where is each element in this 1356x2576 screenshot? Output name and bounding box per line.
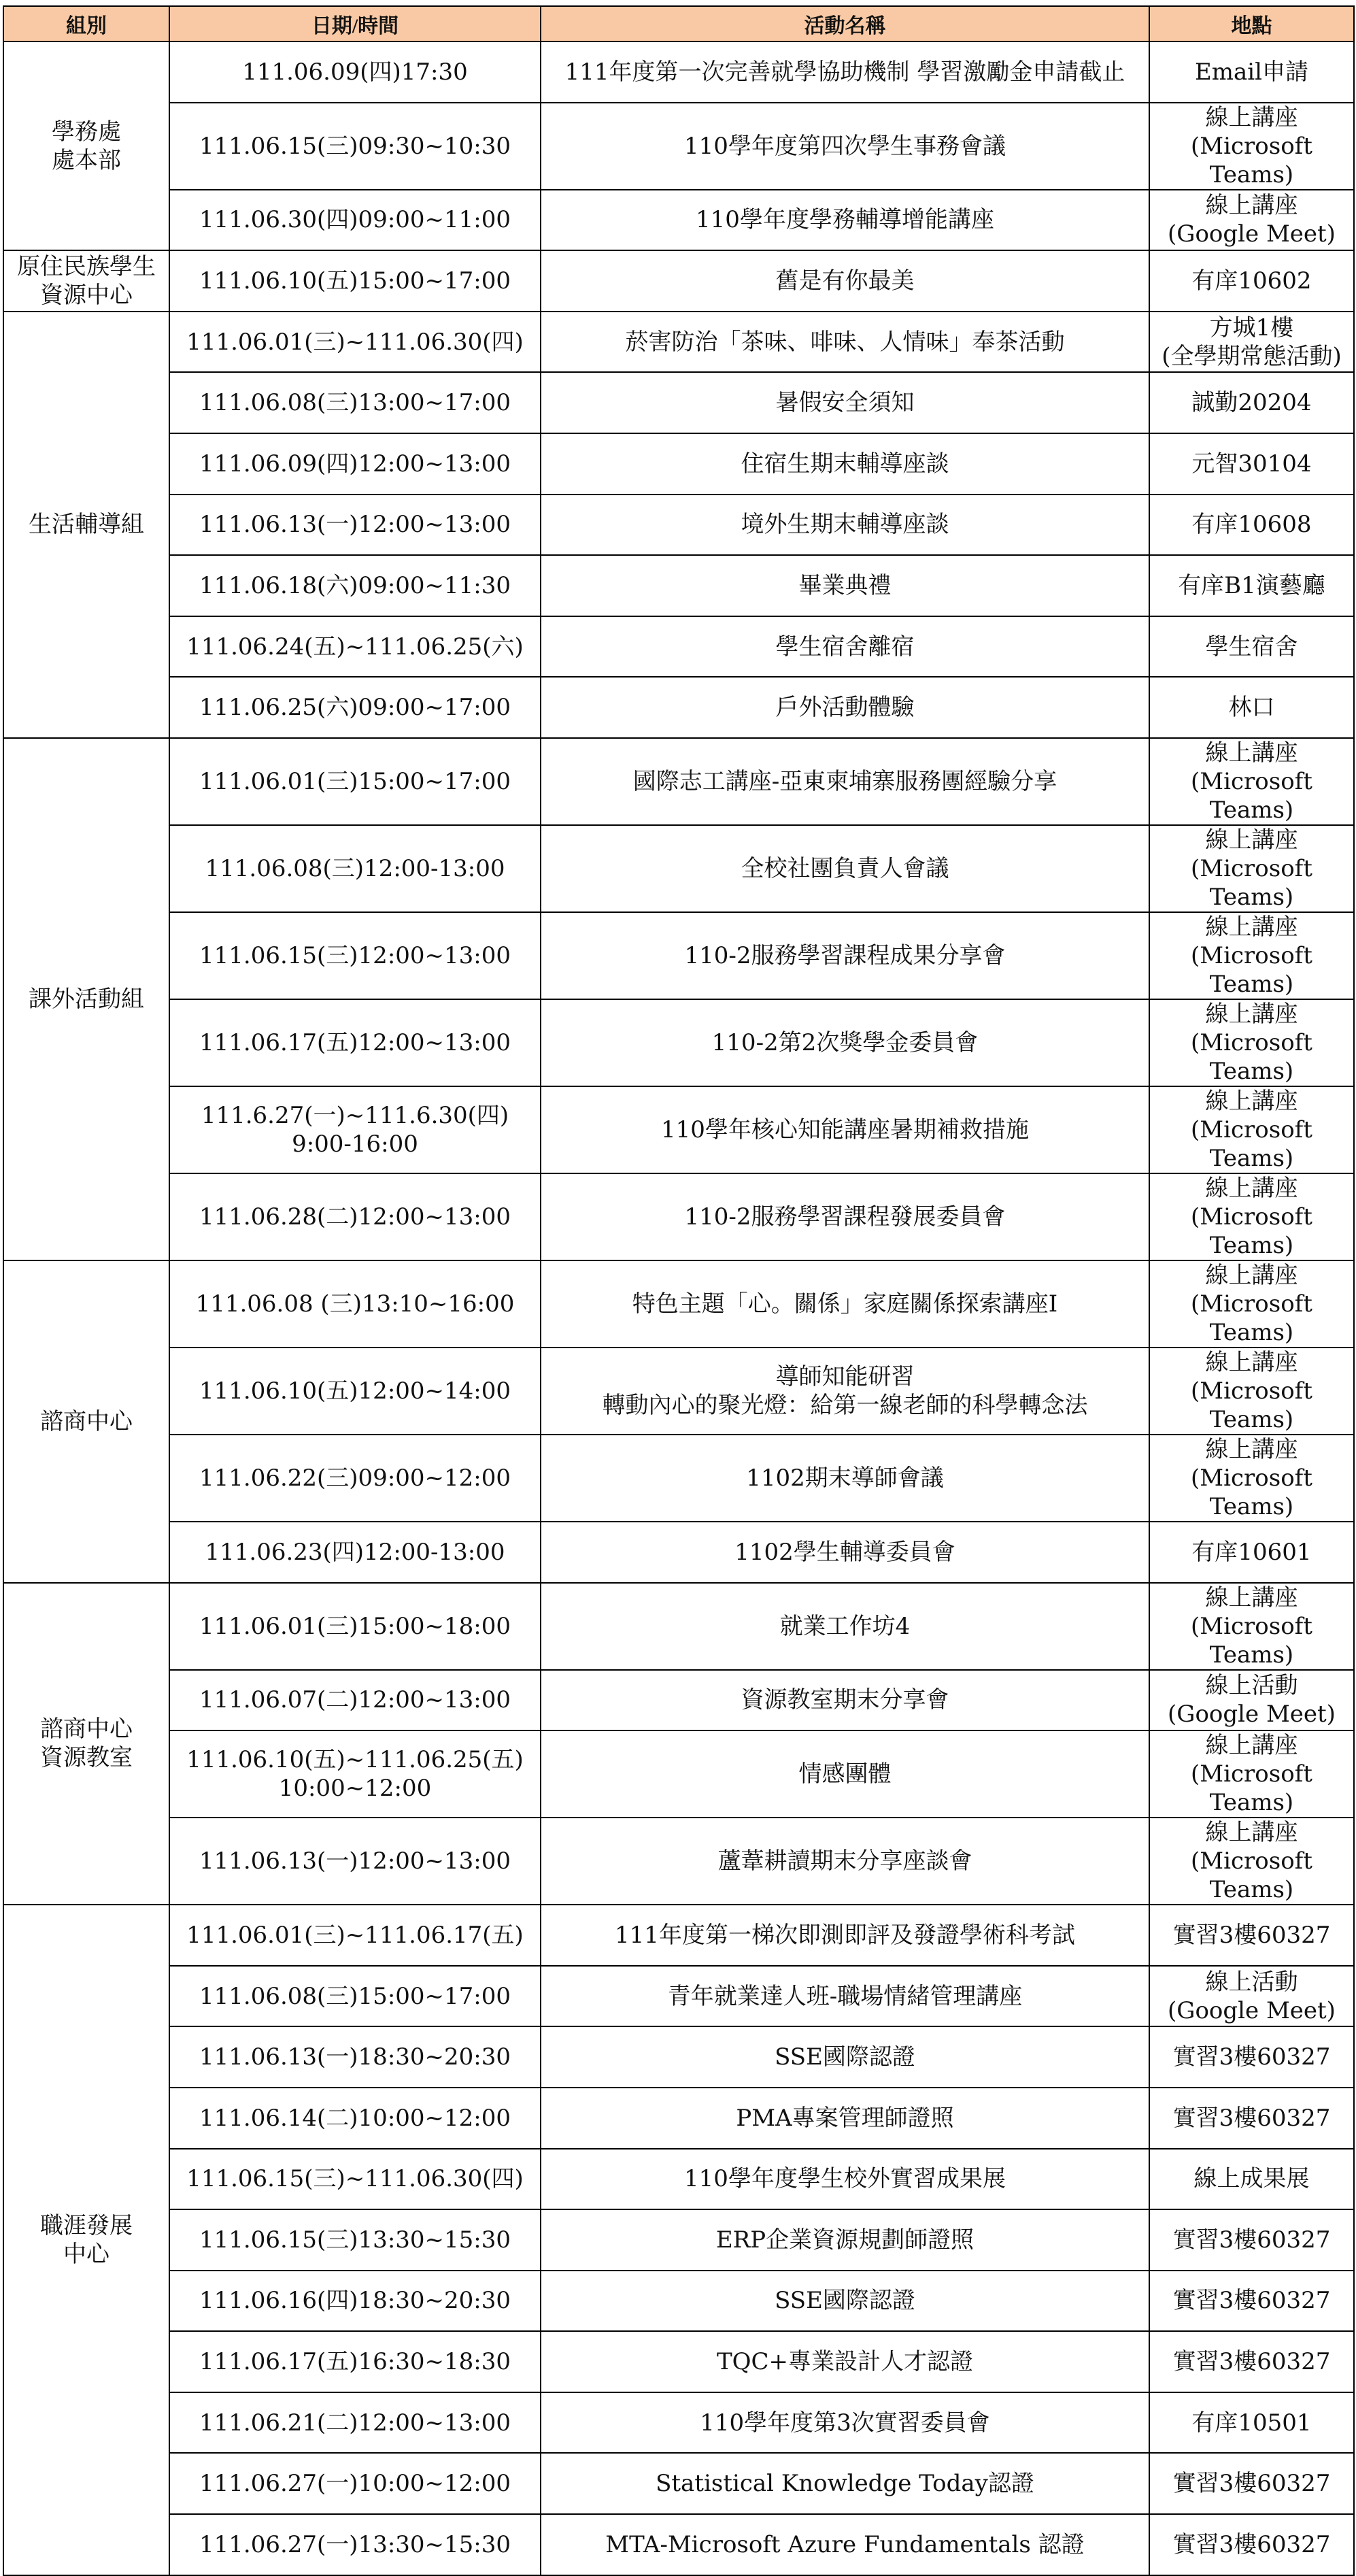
datetime-cell: 111.06.24(五)~111.06.25(六) [169, 616, 541, 678]
activity-cell: 情感團體 [541, 1730, 1149, 1818]
location-cell: 學生宿舍 [1149, 616, 1354, 678]
table-row [3, 2149, 1354, 2210]
datetime-cell: 111.06.25(六)09:00~17:00 [169, 677, 541, 738]
table-row [3, 103, 1354, 190]
datetime-cell: 111.06.16(四)18:30~20:30 [169, 2271, 541, 2332]
datetime-cell: 111.06.30(四)09:00~11:00 [169, 190, 541, 251]
table-row [3, 1260, 1354, 1348]
schedule-table [3, 5, 1355, 2576]
activity-cell: 資源教室期末分享會 [541, 1670, 1149, 1731]
location-cell: 實習3樓60327 [1149, 2209, 1354, 2271]
datetime-cell: 111.06.13(一)18:30~20:30 [169, 2026, 541, 2088]
location-cell: 有庠10601 [1149, 1522, 1354, 1583]
location-cell: 實習3樓60327 [1149, 2026, 1354, 2088]
activity-cell: PMA專案管理師證照 [541, 2088, 1149, 2149]
location-cell: 有庠10602 [1149, 250, 1354, 312]
location-cell: 線上活動 (Google Meet) [1149, 1966, 1354, 2027]
location-cell: 有庠B1演藝廳 [1149, 555, 1354, 616]
datetime-cell: 111.06.08(三)12:00-13:00 [169, 825, 541, 912]
datetime-cell: 111.06.10(五)~111.06.25(五) 10:00~12:00 [169, 1730, 541, 1818]
datetime-cell: 111.06.10(五)12:00~14:00 [169, 1348, 541, 1435]
activity-cell: 學生宿舍離宿 [541, 616, 1149, 678]
location-cell: Email申請 [1149, 41, 1354, 103]
location-cell: 線上講座 (Microsoft Teams) [1149, 1260, 1354, 1348]
group-cell: 諮商中心 資源教室 [3, 1583, 169, 1905]
activity-cell: 國際志工講座-亞東柬埔寨服務團經驗分享 [541, 738, 1149, 825]
location-cell: 實習3樓60327 [1149, 2271, 1354, 2332]
datetime-cell: 111.06.01(三)15:00~17:00 [169, 738, 541, 825]
datetime-cell: 111.06.08 (三)13:10~16:00 [169, 1260, 541, 1348]
location-cell: 線上講座 (Microsoft Teams) [1149, 738, 1354, 825]
table-row [3, 1966, 1354, 2027]
activity-cell: 110-2服務學習課程成果分享會 [541, 912, 1149, 999]
activity-cell: 導師知能研習 轉動內心的聚光燈：給第一線老師的科學轉念法 [541, 1348, 1149, 1435]
table-row [3, 190, 1354, 251]
datetime-cell: 111.06.01(三)~111.06.30(四) [169, 312, 541, 373]
location-cell: 實習3樓60327 [1149, 1905, 1354, 1966]
datetime-cell: 111.06.22(三)09:00~12:00 [169, 1435, 541, 1522]
table-row [3, 495, 1354, 556]
datetime-cell: 111.06.23(四)12:00-13:00 [169, 1522, 541, 1583]
group-cell: 學務處 處本部 [3, 41, 169, 250]
location-cell: 線上講座 (Microsoft Teams) [1149, 103, 1354, 190]
activity-cell: Statistical Knowledge Today認證 [541, 2453, 1149, 2514]
datetime-cell: 111.06.14(二)10:00~12:00 [169, 2088, 541, 2149]
location-cell: 線上講座 (Microsoft Teams) [1149, 999, 1354, 1086]
activity-cell: SSE國際認證 [541, 2026, 1149, 2088]
table-row [3, 1730, 1354, 1818]
datetime-cell: 111.06.21(二)12:00~13:00 [169, 2392, 541, 2454]
location-cell: 線上講座 (Microsoft Teams) [1149, 1086, 1354, 1173]
location-cell: 林口 [1149, 677, 1354, 738]
schedule-body [3, 41, 1354, 2575]
location-cell: 線上講座 (Microsoft Teams) [1149, 1818, 1354, 1905]
group-cell: 職涯發展 中心 [3, 1905, 169, 2575]
activity-cell: 青年就業達人班-職場情緒管理講座 [541, 1966, 1149, 2027]
table-row [3, 2209, 1354, 2271]
table-row [3, 2271, 1354, 2332]
table-row [3, 372, 1354, 433]
group-cell: 諮商中心 [3, 1260, 169, 1583]
datetime-cell: 111.06.28(二)12:00~13:00 [169, 1173, 541, 1260]
group-cell: 原住民族學生 資源中心 [3, 250, 169, 312]
datetime-cell: 111.06.27(一)10:00~12:00 [169, 2453, 541, 2514]
activity-cell: 畢業典禮 [541, 555, 1149, 616]
location-cell: 誠勤20204 [1149, 372, 1354, 433]
table-row [3, 825, 1354, 912]
activity-cell: 110學年核心知能講座暑期補救措施 [541, 1086, 1149, 1173]
datetime-cell: 111.06.09(四)17:30 [169, 41, 541, 103]
table-row [3, 433, 1354, 495]
location-cell: 線上講座 (Microsoft Teams) [1149, 1583, 1354, 1670]
datetime-cell: 111.06.17(五)16:30~18:30 [169, 2331, 541, 2392]
table-row [3, 1905, 1354, 1966]
table-row [3, 1670, 1354, 1731]
activity-cell: 菸害防治「茶味、啡味、人情味」奉茶活動 [541, 312, 1149, 373]
table-row [3, 1086, 1354, 1173]
activity-cell: 110學年度學務輔導增能講座 [541, 190, 1149, 251]
activity-cell: 110學年度第3次實習委員會 [541, 2392, 1149, 2454]
activity-cell: 110-2服務學習課程發展委員會 [541, 1173, 1149, 1260]
table-row [3, 2026, 1354, 2088]
table-row [3, 555, 1354, 616]
location-cell: 線上講座 (Microsoft Teams) [1149, 1435, 1354, 1522]
activity-cell: 110-2第2次獎學金委員會 [541, 999, 1149, 1086]
datetime-cell: 111.06.15(三)09:30~10:30 [169, 103, 541, 190]
location-cell: 線上成果展 [1149, 2149, 1354, 2210]
activity-cell: MTA-Microsoft Azure Fundamentals 認證 [541, 2514, 1149, 2575]
table-row [3, 2453, 1354, 2514]
location-cell: 實習3樓60327 [1149, 2453, 1354, 2514]
location-cell: 線上講座 (Microsoft Teams) [1149, 1348, 1354, 1435]
datetime-cell: 111.06.27(一)13:30~15:30 [169, 2514, 541, 2575]
table-row [3, 1348, 1354, 1435]
activity-cell: 特色主題「心。關係」家庭關係探索講座I [541, 1260, 1149, 1348]
table-row [3, 1522, 1354, 1583]
datetime-cell: 111.06.10(五)15:00~17:00 [169, 250, 541, 312]
datetime-cell: 111.06.15(三)13:30~15:30 [169, 2209, 541, 2271]
datetime-cell: 111.06.15(三)12:00~13:00 [169, 912, 541, 999]
header-datetime: 日期/時間 [169, 6, 541, 41]
location-cell: 元智30104 [1149, 433, 1354, 495]
table-row [3, 250, 1354, 312]
datetime-cell: 111.06.18(六)09:00~11:30 [169, 555, 541, 616]
datetime-cell: 111.06.01(三)15:00~18:00 [169, 1583, 541, 1670]
location-cell: 線上講座 (Microsoft Teams) [1149, 912, 1354, 999]
activity-cell: 舊是有你最美 [541, 250, 1149, 312]
location-cell: 有庠10608 [1149, 495, 1354, 556]
location-cell: 線上講座 (Google Meet) [1149, 190, 1354, 251]
datetime-cell: 111.06.09(四)12:00~13:00 [169, 433, 541, 495]
table-row [3, 41, 1354, 103]
activity-cell: 111年度第一梯次即測即評及發證學術科考試 [541, 1905, 1149, 1966]
activity-cell: 就業工作坊4 [541, 1583, 1149, 1670]
table-row [3, 2392, 1354, 2454]
table-row [3, 1818, 1354, 1905]
table-row [3, 312, 1354, 373]
location-cell: 方城1樓 (全學期常態活動) [1149, 312, 1354, 373]
activity-cell: 蘆葦耕讀期末分享座談會 [541, 1818, 1149, 1905]
datetime-cell: 111.06.13(一)12:00~13:00 [169, 495, 541, 556]
location-cell: 有庠10501 [1149, 2392, 1354, 2454]
datetime-cell: 111.06.13(一)12:00~13:00 [169, 1818, 541, 1905]
activity-cell: 全校社團負責人會議 [541, 825, 1149, 912]
activity-cell: 住宿生期末輔導座談 [541, 433, 1149, 495]
table-row [3, 738, 1354, 825]
table-row [3, 999, 1354, 1086]
datetime-cell: 111.06.08(三)13:00~17:00 [169, 372, 541, 433]
location-cell: 線上講座 (Microsoft Teams) [1149, 1173, 1354, 1260]
header-activity: 活動名稱 [541, 6, 1149, 41]
activity-cell: 暑假安全須知 [541, 372, 1149, 433]
activity-cell: 111年度第一次完善就學協助機制 學習激勵金申請截止 [541, 41, 1149, 103]
location-cell: 線上活動 (Google Meet) [1149, 1670, 1354, 1731]
activity-cell: TQC+專業設計人才認證 [541, 2331, 1149, 2392]
table-row [3, 2088, 1354, 2149]
location-cell: 實習3樓60327 [1149, 2331, 1354, 2392]
datetime-cell: 111.06.07(二)12:00~13:00 [169, 1670, 541, 1731]
datetime-cell: 111.06.08(三)15:00~17:00 [169, 1966, 541, 2027]
location-cell: 實習3樓60327 [1149, 2514, 1354, 2575]
table-row [3, 677, 1354, 738]
activity-cell: 境外生期末輔導座談 [541, 495, 1149, 556]
table-row [3, 1173, 1354, 1260]
activity-cell: SSE國際認證 [541, 2271, 1149, 2332]
activity-cell: 1102學生輔導委員會 [541, 1522, 1149, 1583]
location-cell: 線上講座 (Microsoft Teams) [1149, 825, 1354, 912]
activity-cell: 戶外活動體驗 [541, 677, 1149, 738]
header-location: 地點 [1149, 6, 1354, 41]
datetime-cell: 111.06.01(三)~111.06.17(五) [169, 1905, 541, 1966]
table-row [3, 1583, 1354, 1670]
table-row [3, 616, 1354, 678]
activity-cell: 110學年度第四次學生事務會議 [541, 103, 1149, 190]
activity-cell: ERP企業資源規劃師證照 [541, 2209, 1149, 2271]
table-row [3, 2331, 1354, 2392]
datetime-cell: 111.06.17(五)12:00~13:00 [169, 999, 541, 1086]
location-cell: 實習3樓60327 [1149, 2088, 1354, 2149]
datetime-cell: 111.06.15(三)~111.06.30(四) [169, 2149, 541, 2210]
activity-cell: 1102期末導師會議 [541, 1435, 1149, 1522]
header-group: 組別 [3, 6, 169, 41]
location-cell: 線上講座 (Microsoft Teams) [1149, 1730, 1354, 1818]
datetime-cell: 111.6.27(一)~111.6.30(四) 9:00-16:00 [169, 1086, 541, 1173]
table-row [3, 1435, 1354, 1522]
header-row [3, 6, 1354, 41]
activity-cell: 110學年度學生校外實習成果展 [541, 2149, 1149, 2210]
group-cell: 課外活動組 [3, 738, 169, 1260]
group-cell: 生活輔導組 [3, 312, 169, 738]
table-row [3, 912, 1354, 999]
table-row [3, 2514, 1354, 2575]
